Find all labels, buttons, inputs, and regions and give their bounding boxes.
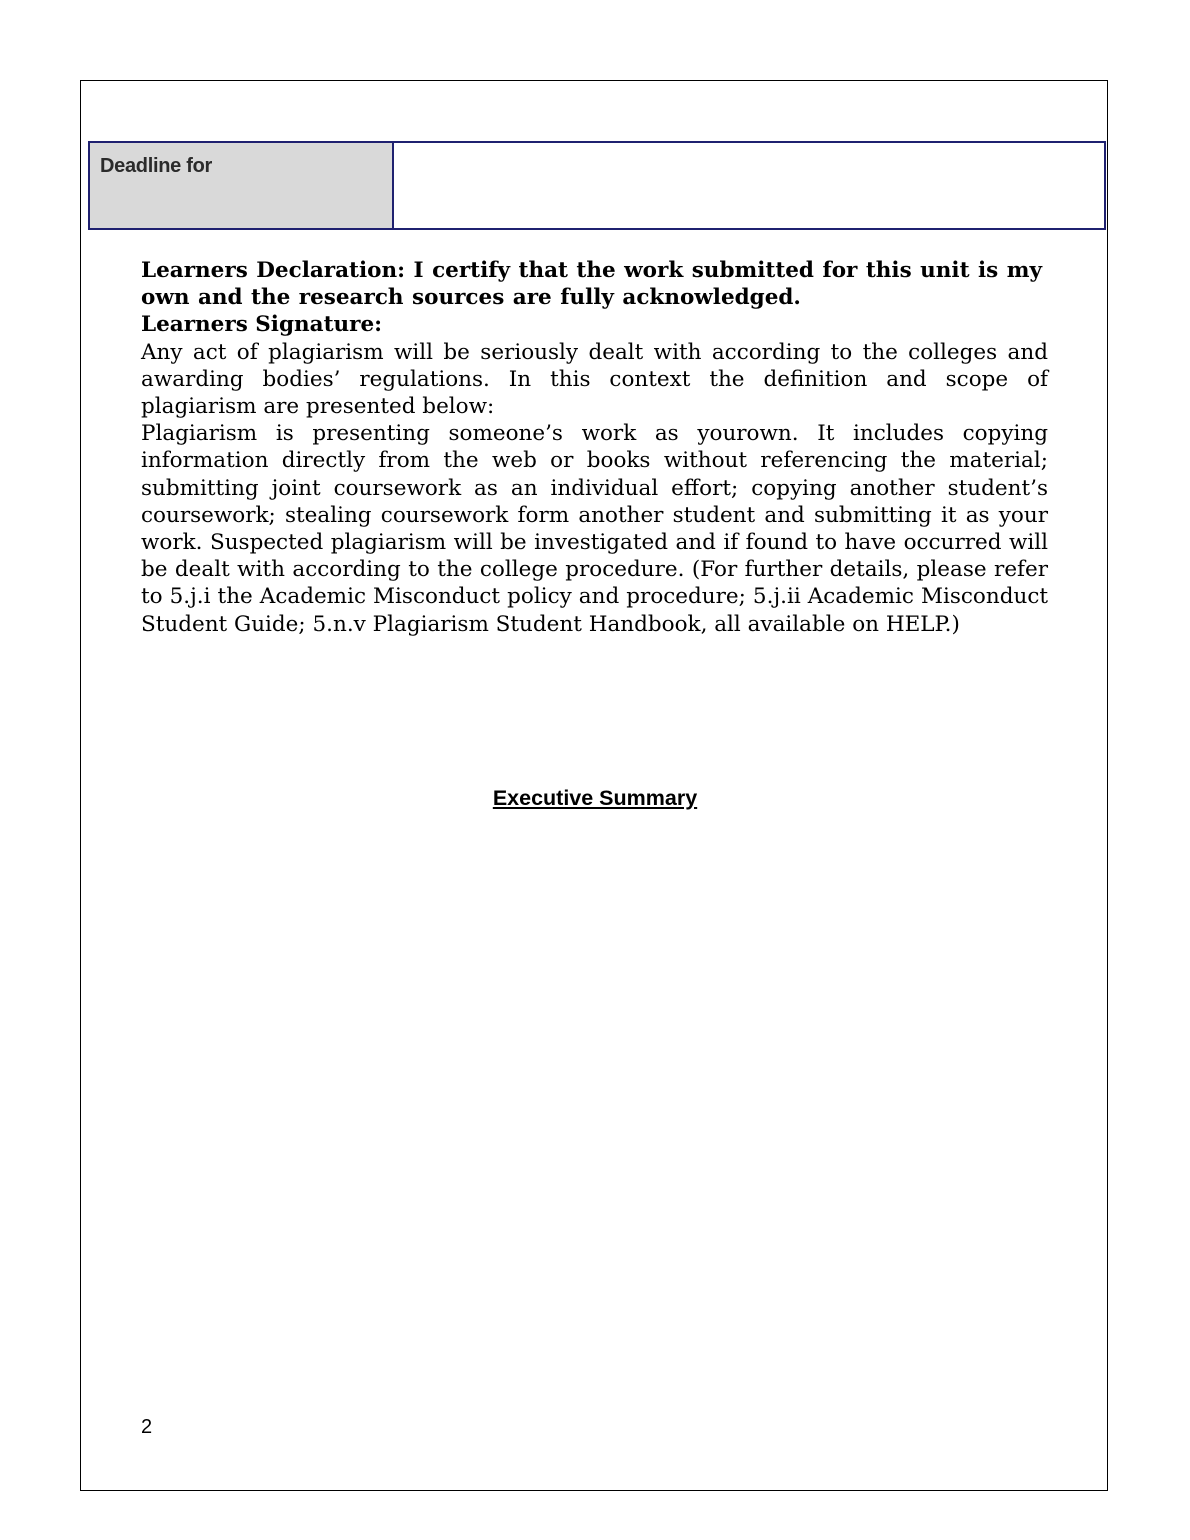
declaration-section — [141, 257, 1048, 638]
deadline-value — [394, 143, 1104, 228]
learners-declaration: Learners Declaration: I certify that the work submitted for this unit is my own and the research sources are fully acknowledged. — [141, 258, 1043, 311]
plagiarism-intro-paragraph: Any act of plagiarism will be seriously dealt with according to the colleges and awarding bodies’ regulations. In this context the definition and scope of plagiarism are presented below: — [141, 339, 1048, 420]
executive-summary-heading: Executive Summary — [492, 786, 698, 810]
deadline-label: Deadline for — [90, 143, 394, 228]
plagiarism-definition-paragraph: Plagiarism is presenting someone’s work as yourown. It includes copying information directly from the web or books without referencing the material; submitting joint coursework as an individual effort; copying another student’s coursework; stealing coursework form another student and submitting it as your work. Suspected plagiarism will be investigated and if found to have occurred will be dealt with according to the college procedure. (For further details, please refer to 5.j.i the Academic Misconduct policy and procedure; 5.j.ii Academic Misconduct Student Guide; 5.n.v Plagiarism Student Handbook, all available on HELP.) — [141, 421, 1048, 637]
page-number: 2 — [141, 1416, 153, 1438]
learners-signature-label: Learners Signature: — [141, 312, 383, 338]
deadline-table — [88, 141, 1106, 230]
